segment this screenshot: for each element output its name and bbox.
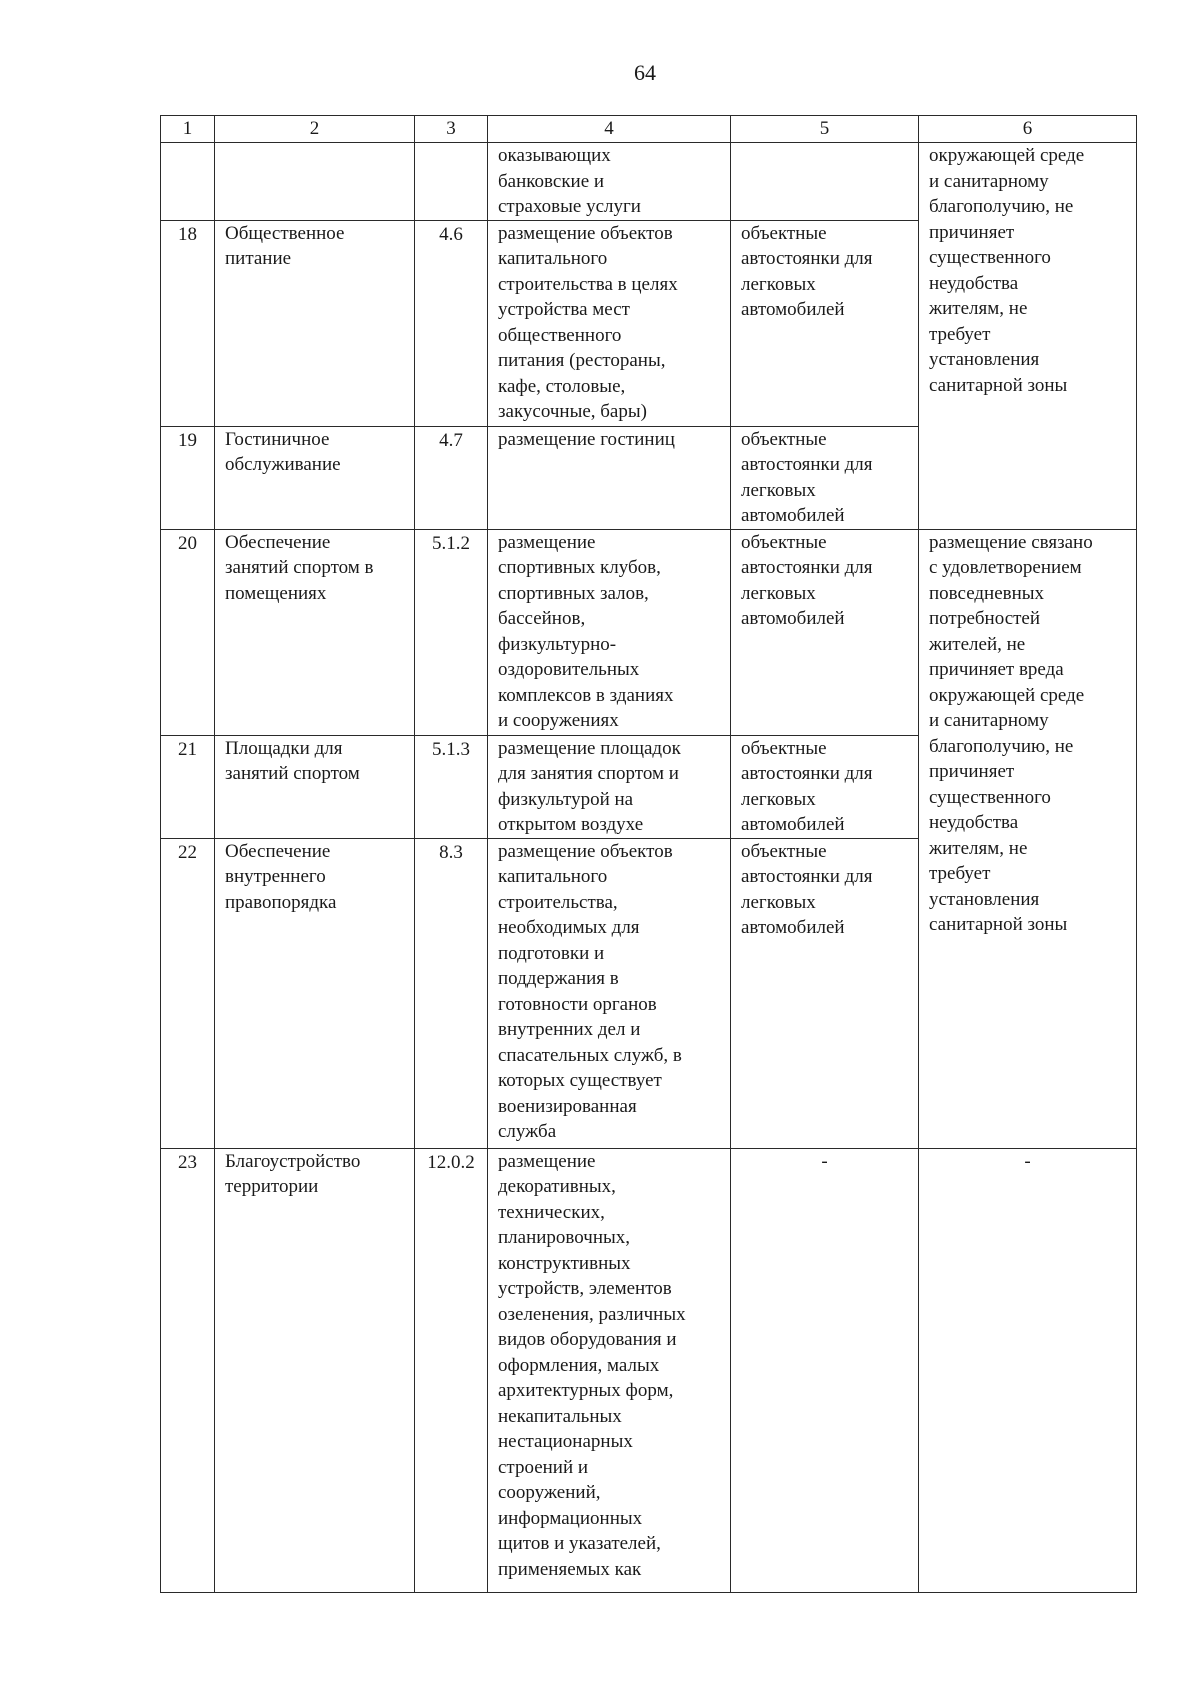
table-row xyxy=(161,143,1137,221)
column-header: 2 xyxy=(215,116,415,143)
use-code-cell: 4.7 xyxy=(415,426,488,529)
use-code-cell: 5.1.3 xyxy=(415,735,488,838)
table-header-row xyxy=(161,116,1137,143)
restriction-cell: размещение связано с удовлетворением повседневных потребностей жителей, не причиняет вреда окружающей среде и санитарному благополучию, не причиняет существенного неудобства жителям, не требует установления санитарной зоны xyxy=(919,529,1137,1148)
row-number-cell: 23 xyxy=(161,1148,215,1592)
row-number-cell: 20 xyxy=(161,529,215,735)
use-name-cell: Благоустройство территории xyxy=(215,1148,415,1592)
use-description-cell: размещение объектов капитального строительства в целях устройства мест общественного питания (рестораны, кафе, столовые, закусочные, бары) xyxy=(488,220,731,426)
use-description-cell: размещение объектов капитального строительства, необходимых для подготовки и поддержания в готовности органов внутренних дел и спасательных служб, в которых существует военизированная служба xyxy=(488,838,731,1148)
row-number-cell: 21 xyxy=(161,735,215,838)
use-description-cell: размещение гостиниц xyxy=(488,426,731,529)
column-header: 3 xyxy=(415,116,488,143)
parking-cell: объектные автостоянки для легковых автомобилей xyxy=(731,529,919,735)
parking-cell xyxy=(731,143,919,221)
page-number: 64 xyxy=(634,60,656,85)
row-number-cell: 18 xyxy=(161,220,215,426)
use-code-cell: 5.1.2 xyxy=(415,529,488,735)
use-description-cell: размещение спортивных клубов, спортивных залов, бассейнов, физкультурно- оздоровительных комплексов в зданиях и сооружениях xyxy=(488,529,731,735)
column-header: 4 xyxy=(488,116,731,143)
use-code-cell xyxy=(415,143,488,221)
parking-cell: объектные автостоянки для легковых автомобилей xyxy=(731,426,919,529)
table-row xyxy=(161,529,1137,735)
use-description-cell: размещение площадок для занятия спортом и физкультурой на открытом воздухе xyxy=(488,735,731,838)
restriction-cell: окружающей среде и санитарному благополучию, не причиняет существенного неудобства жителям, не требует установления санитарной зоны xyxy=(919,143,1137,530)
parking-cell: объектные автостоянки для легковых автомобилей xyxy=(731,838,919,1148)
parking-cell: объектные автостоянки для легковых автомобилей xyxy=(731,220,919,426)
row-number-cell: 22 xyxy=(161,838,215,1148)
row-number-cell xyxy=(161,143,215,221)
column-header: 6 xyxy=(919,116,1137,143)
restriction-cell: - xyxy=(919,1148,1137,1592)
use-code-cell: 8.3 xyxy=(415,838,488,1148)
use-code-cell: 4.6 xyxy=(415,220,488,426)
table-row xyxy=(161,1148,1137,1592)
row-number-cell: 19 xyxy=(161,426,215,529)
use-name-cell: Общественное питание xyxy=(215,220,415,426)
use-description-cell: оказывающих банковские и страховые услуги xyxy=(488,143,731,221)
parking-cell: - xyxy=(731,1148,919,1592)
use-code-cell: 12.0.2 xyxy=(415,1148,488,1592)
permitted-use-table xyxy=(160,115,1137,1593)
use-name-cell: Гостиничное обслуживание xyxy=(215,426,415,529)
parking-cell: объектные автостоянки для легковых автомобилей xyxy=(731,735,919,838)
use-name-cell xyxy=(215,143,415,221)
column-header: 5 xyxy=(731,116,919,143)
use-name-cell: Обеспечение внутреннего правопорядка xyxy=(215,838,415,1148)
column-header: 1 xyxy=(161,116,215,143)
use-name-cell: Обеспечение занятий спортом в помещениях xyxy=(215,529,415,735)
use-name-cell: Площадки для занятий спортом xyxy=(215,735,415,838)
use-description-cell: размещение декоративных, технических, планировочных, конструктивных устройств, элементов озеленения, различных видов оборудования и оформления, малых архитектурных форм, некапитальных нестационарных строений и сооружений, информационных щитов и указателей, применяемых как xyxy=(488,1148,731,1592)
